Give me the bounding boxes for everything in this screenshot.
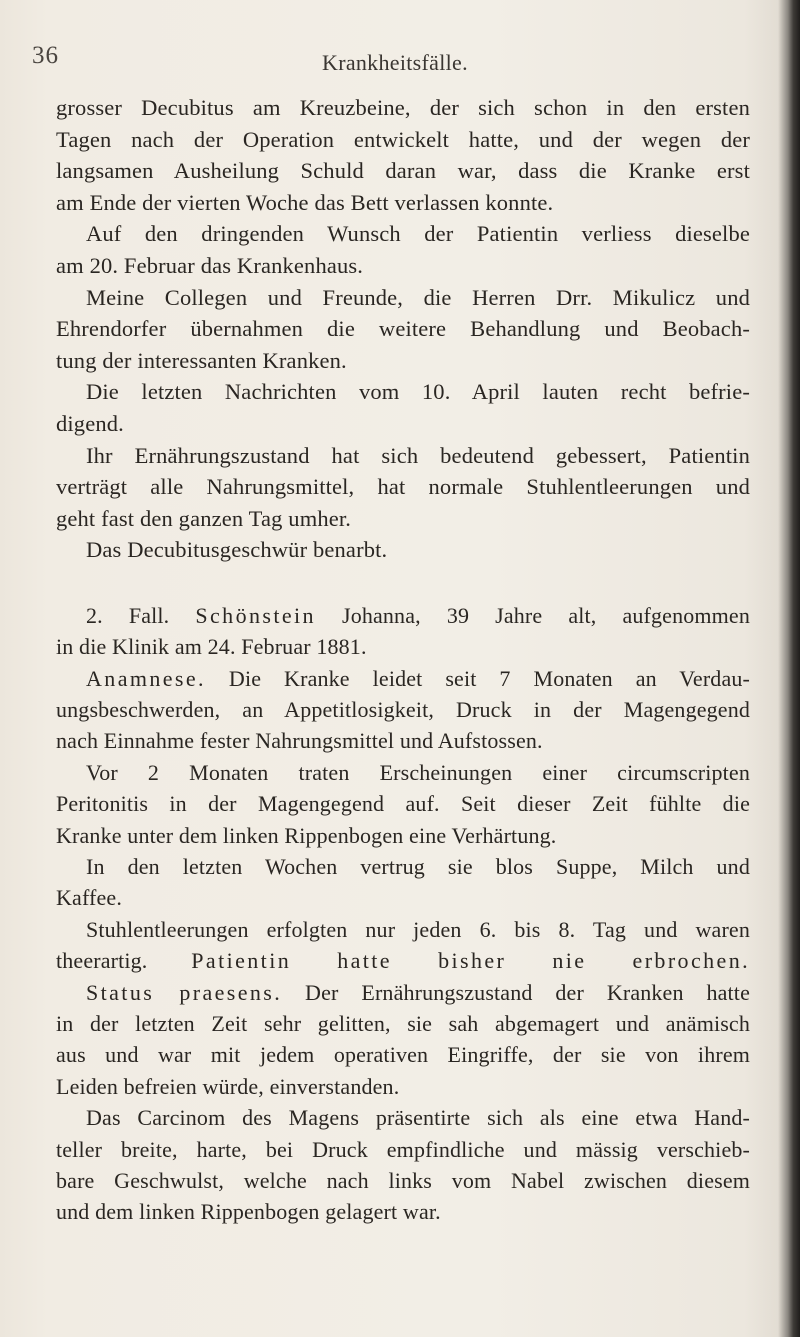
text-line: Die letzten Nachrichten vom 10. April lauten recht befrie-: [86, 379, 750, 405]
text-span: Die Kranke leidet seit 7 Monaten an Verdau-: [228, 665, 750, 691]
text-line: Peritonitis in der Magengegend auf. Seit dieser Zeit fühlte die: [56, 791, 750, 817]
text-line: am Ende der vierten Woche das Bett verlassen konnte.: [56, 189, 554, 215]
text-line: Kaffee.: [56, 885, 122, 911]
text-line: am 20. Februar das Krankenhaus.: [56, 252, 364, 278]
text-span: theerartig.: [56, 948, 148, 974]
case-1-continuation: [56, 92, 750, 566]
text-line: teller breite, harte, bei Druck empfindliche und mässig verschieb-: [56, 1136, 750, 1162]
text-line: Tagen nach der Operation entwickelt hatte, und der wegen der: [56, 126, 750, 152]
spaced-emphasis: Patientin hatte bisher nie erbrochen.: [191, 948, 750, 974]
text-span: Johanna, 39 Jahre alt, aufgenommen: [341, 602, 750, 628]
text-line: Kranke unter dem linken Rippenbogen eine Verhärtung.: [56, 822, 557, 848]
text-span: Der Ernährungszustand der Kranken hatte: [305, 979, 750, 1005]
text-line: verträgt alle Nahrungsmittel, hat normale Stuhlentleerungen und: [56, 474, 750, 500]
text-line: grosser Decubitus am Kreuzbeine, der sich schon in den ersten: [56, 95, 750, 120]
text-line: Vor 2 Monaten traten Erscheinungen einer circumscripten: [86, 759, 750, 785]
text-line: bare Geschwulst, welche nach links vom Nabel zwischen diesem: [56, 1167, 750, 1193]
text-line: langsamen Ausheilung Schuld daran war, dass die Kranke erst: [56, 158, 750, 184]
case-2: [56, 600, 750, 1228]
text-line: und dem linken Rippenbogen gelagert war.: [56, 1199, 441, 1225]
status-line: [56, 977, 750, 1008]
case-label: 2. Fall.: [86, 602, 170, 628]
text-line: Meine Collegen und Freunde, die Herren Drr. Mikulicz und: [86, 284, 750, 310]
anamnese-label: Anamnese.: [86, 665, 206, 691]
page-header: [30, 44, 760, 78]
patient-name: Schönstein: [195, 602, 316, 628]
text-line: Ihr Ernährungszustand hat sich bedeutend gebessert, Patientin: [86, 442, 750, 468]
running-head: Krankheitsfälle.: [322, 50, 468, 75]
text-line: Das Decubitusgeschwür benarbt.: [86, 537, 388, 563]
section-gap: [56, 566, 750, 600]
page-number: 36: [32, 42, 59, 69]
text-line: digend.: [56, 410, 124, 436]
text-line: in die Klinik am 24. Februar 1881.: [56, 634, 367, 660]
case-heading-line: [56, 600, 750, 631]
text-line: geht fast den ganzen Tag umher.: [56, 505, 352, 531]
page-body: [56, 92, 750, 1228]
text-line: in der letzten Zeit sehr gelitten, sie sah abgemagert und anämisch: [56, 1010, 750, 1036]
text-line: In den letzten Wochen vertrug sie blos Suppe, Milch und: [86, 854, 750, 880]
text-line: tung der interessanten Kranken.: [56, 347, 347, 373]
anamnese-line: [56, 663, 750, 694]
status-label: Status praesens.: [86, 979, 283, 1005]
text-line: Leiden befreien würde, einverstanden.: [56, 1073, 400, 1099]
text-line: Ehrendorfer übernahmen die weitere Behandlung und Beobach-: [56, 316, 750, 342]
emphasis-line: [56, 945, 750, 976]
text-line: aus und war mit jedem operativen Eingriffe, der sie von ihrem: [56, 1042, 750, 1068]
text-line: Das Carcinom des Magens präsentirte sich als eine etwa Hand-: [86, 1105, 750, 1131]
page-edge-shadow: [778, 0, 800, 1337]
text-line: nach Einnahme fester Nahrungsmittel und Aufstossen.: [56, 728, 543, 754]
text-line: ungsbeschwerden, an Appetitlosigkeit, Druck in der Magengegend: [56, 697, 750, 723]
text-line: Auf den dringenden Wunsch der Patientin verliess dieselbe: [86, 221, 750, 247]
text-line: Stuhlentleerungen erfolgten nur jeden 6. bis 8. Tag und waren: [86, 916, 750, 942]
